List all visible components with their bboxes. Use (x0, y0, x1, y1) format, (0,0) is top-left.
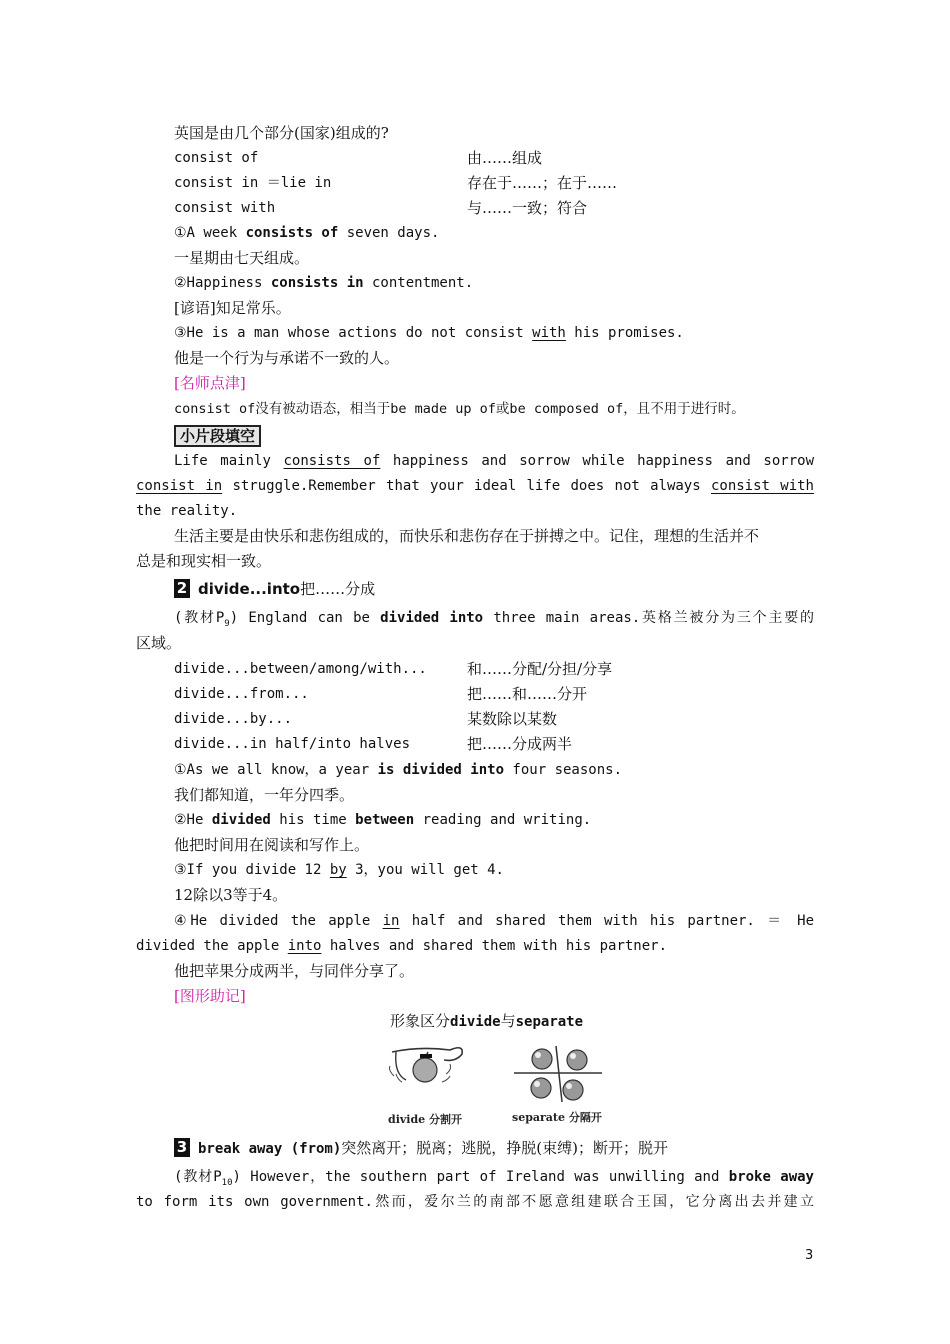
phrase-en: consist in ＝lie in (174, 175, 332, 191)
phrase-en: consist with (174, 200, 276, 216)
phrase-en: divide...between/among/with... (174, 661, 427, 677)
textbook-source: (教材$P_{10}$) However，the southern part of Ireland was unwilling and broke away (174, 1169, 814, 1188)
textbook-source: to form its own government.然而，爱尔兰的南部不愿意组建联合王国，它分离出去并建立 (136, 1194, 814, 1210)
phrase-zh: 与……一致；符合 (467, 199, 588, 217)
example-translation: 12除以3等于4。 (174, 886, 288, 904)
example-translation: 他把时间用在阅读和写作上。 (174, 836, 370, 854)
phrase-zh: 把……分成两半 (467, 735, 573, 753)
divide-apple-icon (390, 1048, 463, 1082)
phrase-zh: 把……和……分开 (467, 685, 588, 703)
example-sentence: ①As we all know，a year is divided into four seasons. (174, 762, 623, 778)
separate-apples-icon (514, 1046, 602, 1102)
divide-caption: divide 分割开 (388, 1113, 462, 1126)
example-sentence: ②Happiness consists in contentment. (174, 275, 474, 291)
textbook-source: (教材$P_9$) England can be divided into three main areas.英格兰被分为三个主要的 (174, 610, 815, 629)
page-number: 3 (805, 1248, 814, 1263)
fill-line: consist in struggle.Remember that your ideal life does not always consist with (136, 478, 814, 494)
phrase-en: consist of (174, 150, 259, 166)
phrase-zh: 某数除以某数 (467, 710, 558, 728)
separate-caption: separate 分隔开 (512, 1111, 602, 1124)
example-translation: 我们都知道，一年分四季。 (174, 786, 355, 804)
example-sentence: ③If you divide 12 by 3，you will get 4. (174, 862, 504, 878)
phrase-zh: 由……组成 (467, 149, 543, 167)
textbook-source: 区域。 (136, 634, 182, 652)
fill-translation: 生活主要是由快乐和悲伤组成的，而快乐和悲伤存在于拼搏之中。记住，理想的生活并不 (174, 527, 760, 545)
fill-line: Life mainly consists of happiness and sorrow while happiness and sorrow (174, 453, 815, 469)
fill-label: 小片段填空 (174, 425, 261, 447)
phrase-en: divide...by... (174, 711, 293, 727)
tip-label: [名师点津] (174, 374, 246, 392)
fill-translation: 总是和现实相一致。 (136, 552, 272, 570)
example-sentence: ②He divided his time between reading and writing. (174, 812, 592, 828)
phrase-en: divide...from... (174, 686, 309, 702)
section-heading: 2 divide...into把……分成 (174, 579, 375, 599)
figure-title: 形象区分divide与separate (390, 1012, 584, 1030)
example-translation: 他是一个行为与承诺不一致的人。 (174, 349, 400, 367)
example-translation: [谚语]知足常乐。 (174, 299, 291, 317)
example-translation: 他把苹果分成两半，与同伴分享了。 (174, 962, 415, 980)
mnemonic-label: [图形助记] (174, 987, 246, 1005)
phrase-zh: 和……分配/分担/分享 (467, 660, 613, 678)
phrase-en: divide...in half/into halves (174, 736, 411, 752)
apple-illustration (380, 1040, 620, 1130)
example-translation: 一星期由七天组成。 (174, 249, 310, 267)
fill-line: the reality. (136, 503, 238, 519)
example-sentence: ①A week consists of seven days. (174, 225, 440, 241)
example-sentence: divided the apple into halves and shared them with his partner. (136, 938, 668, 954)
example-sentence: ④He divided the apple in half and shared them with his partner. ＝ He (174, 913, 814, 929)
question-line: 英国是由几个部分(国家)组成的? (174, 124, 389, 142)
section-number: 2 (174, 579, 190, 598)
phrase-zh: 存在于……；在于…… (467, 174, 618, 192)
example-sentence: ③He is a man whose actions do not consist with his promises. (174, 325, 684, 341)
section-heading: 3 break away (from)突然离开；脱离；逃脱，挣脱(束缚)；断开；脱开 (174, 1138, 668, 1159)
tip-text: consist of没有被动语态，相当于be made up of或be composed of，且不用于进行时。 (174, 401, 745, 417)
section-number: 3 (174, 1138, 190, 1157)
